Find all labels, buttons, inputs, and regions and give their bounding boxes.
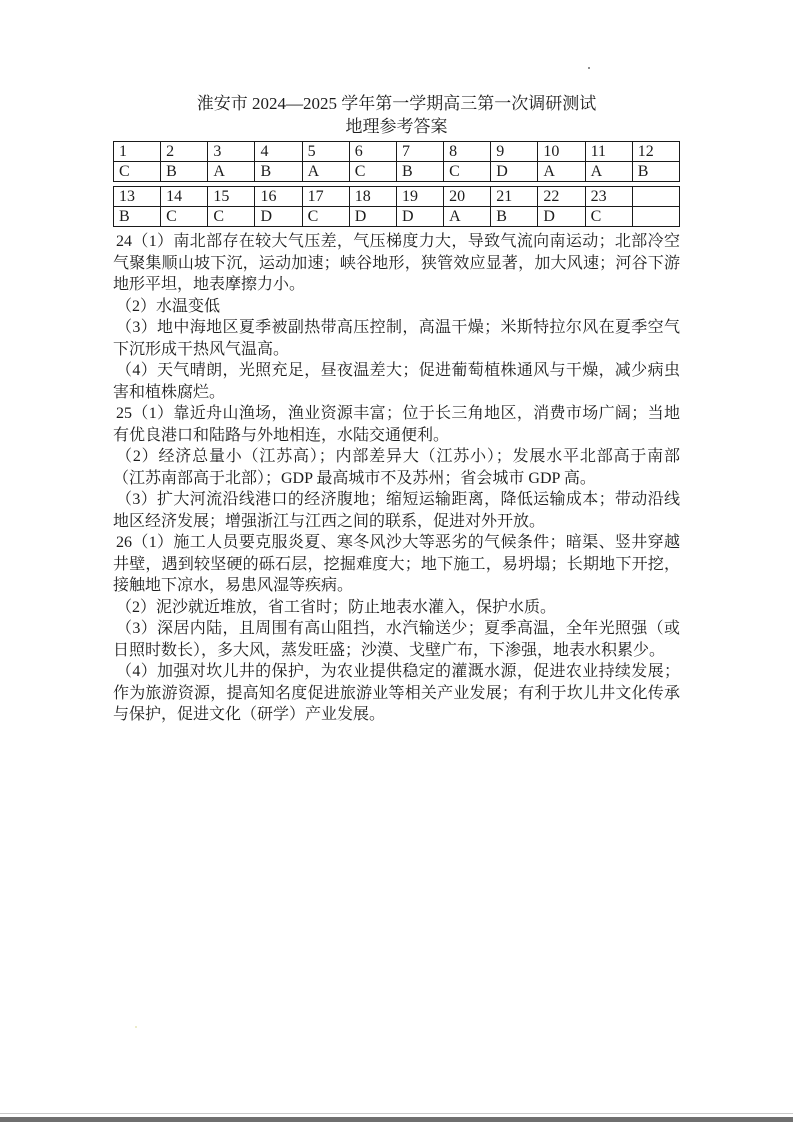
question-number-cell: 21	[491, 187, 538, 207]
question-number-cell: 11	[585, 142, 632, 162]
question-number-cell: 3	[208, 142, 255, 162]
answer-letter-cell: B	[161, 162, 208, 182]
answer-letter-cell: B	[255, 162, 302, 182]
question-number-cell: 9	[491, 142, 538, 162]
answer-letter-row	[114, 207, 680, 227]
question-number-cell: 12	[632, 142, 679, 162]
question-number-cell: 19	[396, 187, 443, 207]
question-number-cell: 17	[302, 187, 349, 207]
answer-letter-cell: D	[396, 207, 443, 227]
answer-table-q1-12	[113, 141, 680, 182]
free-response-answers	[113, 231, 680, 726]
question-number-cell: 13	[114, 187, 161, 207]
answer-letter-cell: D	[491, 162, 538, 182]
question-number-cell: 18	[349, 187, 396, 207]
answer-letter-cell: B	[632, 162, 679, 182]
question-number-cell: 14	[161, 187, 208, 207]
question-number-cell: 15	[208, 187, 255, 207]
answer-letter-cell: C	[208, 207, 255, 227]
question-number-row	[114, 187, 680, 207]
question-number-cell: 20	[444, 187, 491, 207]
answer-letter-cell: D	[255, 207, 302, 227]
question-number-cell: 23	[585, 187, 632, 207]
answer-paragraph: （4）天气晴朗，光照充足，昼夜温差大；促进葡萄植株通风与干燥，减少病虫害和植株腐烂。	[113, 362, 680, 401]
answer-letter-cell: B	[396, 162, 443, 182]
answer-letter-cell: C	[349, 162, 396, 182]
answer-paragraph: （2）水温变低	[116, 297, 221, 315]
answer-table-q13-23	[113, 186, 680, 227]
answer-letter-cell: B	[114, 207, 161, 227]
answer-paragraph: 26（1）施工人员要克服炎夏、寒冬风沙大等恶劣的气候条件；暗渠、竖井穿越井壁，遇到较坚硬的砾石层，挖掘难度大；地下施工，易坍塌；长期地下开挖，接触地下凉水，易患风湿等疾病。	[113, 534, 680, 594]
question-number-cell: 6	[349, 142, 396, 162]
question-number-cell: 16	[255, 187, 302, 207]
answer-letter-cell: A	[444, 207, 491, 227]
scan-speck	[135, 1026, 137, 1028]
answer-letter-cell: A	[208, 162, 255, 182]
answer-letter-cell: D	[349, 207, 396, 227]
document-subtitle: 地理参考答案	[345, 117, 448, 136]
answer-letter-cell: A	[538, 162, 585, 182]
answer-letter-cell: B	[491, 207, 538, 227]
question-number-cell: 1	[114, 142, 161, 162]
answer-letter-cell: C	[444, 162, 491, 182]
answer-paragraph: 24（1）南北部存在较大气压差，气压梯度力大，导致气流向南运动；北部冷空气聚集顺山坡下沉，运动加速；峡谷地形，狭管效应显著，加大风速；河谷下游地形平坦，地表摩擦力小。	[113, 233, 680, 293]
question-number-cell: 10	[538, 142, 585, 162]
answer-letter-cell: C	[585, 207, 632, 227]
answer-paragraph: （3）地中海地区夏季被副热带高压控制，高温干燥；米斯特拉尔风在夏季空气下沉形成干热风气温高。	[113, 319, 680, 358]
document-content	[113, 0, 680, 726]
document-title: 淮安市 2024—2025 学年第一学期高三第一次调研测试	[196, 94, 597, 113]
answer-paragraph: （4）加强对坎儿井的保护，为农业提供稳定的灌溉水源，促进农业持续发展；作为旅游资源，提高知名度促进旅游业等相关产业发展；有利于坎儿井文化传承与保护，促进文化（研学）产业发展。	[113, 663, 680, 723]
answer-paragraph: （2）泥沙就近堆放，省工省时；防止地表水灌入，保护水质。	[116, 598, 557, 616]
answer-letter-cell: C	[114, 162, 161, 182]
answer-paragraph: （3）扩大河流沿线港口的经济腹地；缩短运输距离，降低运输成本；带动沿线地区经济发展；增强浙江与江西之间的联系，促进对外开放。	[113, 491, 680, 530]
page-edge-line	[0, 1113, 793, 1114]
answer-paragraph: 25（1）靠近舟山渔场，渔业资源丰富；位于长三角地区，消费市场广阔；当地有优良港口和陆路与外地相连，水陆交通便利。	[113, 405, 680, 444]
question-number-cell	[632, 187, 679, 207]
question-number-cell: 5	[302, 142, 349, 162]
question-number-cell: 2	[161, 142, 208, 162]
answer-letter-cell: C	[161, 207, 208, 227]
answer-letter-cell: A	[302, 162, 349, 182]
answer-letter-cell: A	[585, 162, 632, 182]
question-number-cell: 7	[396, 142, 443, 162]
question-number-cell: 22	[538, 187, 585, 207]
answer-paragraph: （2）经济总量小（江苏高）；内部差异大（江苏小）；发展水平北部高于南部（江苏南部高于北部）；GDP 最高城市不及苏州；省会城市 GDP 高。	[113, 448, 680, 487]
question-number-cell: 4	[255, 142, 302, 162]
answer-letter-row	[114, 162, 680, 182]
answer-letter-cell: C	[302, 207, 349, 227]
answer-letter-cell	[632, 207, 679, 227]
answer-paragraph: （3）深居内陆，且周围有高山阻挡，水汽输送少；夏季高温，全年光照强（或日照时数长），多大风，蒸发旺盛；沙漠、戈壁广布，下渗强，地表水积累少。	[113, 620, 680, 659]
answer-letter-cell: D	[538, 207, 585, 227]
viewer-bottom-edge	[0, 1117, 793, 1122]
question-number-cell: 8	[444, 142, 491, 162]
question-number-row	[114, 142, 680, 162]
